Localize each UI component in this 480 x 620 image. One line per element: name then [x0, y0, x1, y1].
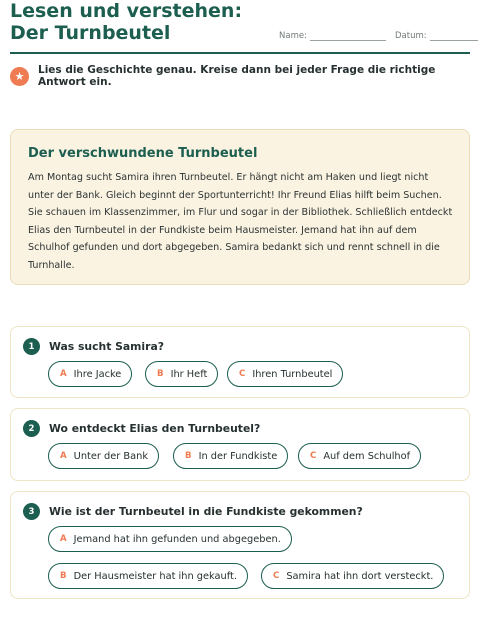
question-text: Wie ist der Turnbeutel in die Fundkiste gekommen? — [49, 505, 363, 518]
option-letter: A — [60, 451, 67, 461]
question-text: Was sucht Samira? — [49, 340, 165, 353]
question-card-1 — [10, 326, 470, 398]
option-text: Ihren Turnbeutel — [252, 368, 333, 380]
question-header — [23, 338, 164, 355]
option-letter: C — [273, 571, 280, 581]
option-letter: C — [310, 451, 317, 461]
option-text: Ihre Jacke — [73, 368, 122, 380]
option-text: In der Fundkiste — [198, 450, 278, 462]
star-icon: ★ — [10, 67, 29, 86]
answer-option-2a[interactable] — [48, 443, 159, 469]
answer-option-2b[interactable] — [173, 443, 288, 469]
story-title: Der verschwundene Turnbeutel — [28, 146, 258, 161]
question-header — [23, 503, 363, 520]
option-text: Auf dem Schulhof — [323, 450, 411, 462]
option-letter: B — [60, 571, 67, 581]
option-letter: B — [185, 451, 192, 461]
instruction-text: Lies die Geschichte genau. Kreise dann bei jeder Frage die richtige Antwort ein. — [38, 64, 436, 88]
answer-option-2c[interactable] — [298, 443, 421, 469]
answer-option-3b[interactable] — [48, 563, 248, 589]
answer-option-3c[interactable] — [261, 563, 444, 589]
option-letter: A — [60, 534, 67, 544]
name-line[interactable] — [310, 32, 386, 41]
option-text: Jemand hat ihn gefunden und abgegeben. — [73, 533, 281, 545]
answer-option-3a[interactable] — [48, 526, 292, 552]
option-letter: C — [239, 369, 246, 379]
question-text: Wo entdeckt Elias den Turnbeutel? — [49, 422, 261, 435]
date-field[interactable] — [395, 31, 478, 41]
answer-option-1c[interactable] — [227, 361, 343, 387]
option-text: Der Hausmeister hat ihn gekauft. — [73, 570, 237, 582]
question-number: 2 — [23, 420, 40, 437]
option-text: Ihr Heft — [170, 368, 208, 380]
story-box — [10, 129, 470, 285]
name-field[interactable] — [279, 31, 386, 41]
option-text: Samira hat ihn dort versteckt. — [286, 570, 434, 582]
option-letter: A — [60, 369, 67, 379]
question-number: 1 — [23, 338, 40, 355]
date-label: Datum: — [395, 31, 427, 41]
worksheet-header — [10, 0, 470, 54]
name-label: Name: — [279, 31, 307, 41]
option-letter: B — [157, 369, 164, 379]
answer-option-1a[interactable] — [48, 361, 132, 387]
worksheet-title: Lesen und verstehen: Der Turnbeutel — [10, 0, 243, 44]
instruction — [10, 64, 470, 88]
option-text: Unter der Bank — [73, 450, 149, 462]
question-header — [23, 420, 260, 437]
date-line[interactable] — [430, 32, 478, 41]
answer-option-1b[interactable] — [145, 361, 218, 387]
question-card-3 — [10, 491, 470, 599]
story-text: Am Montag sucht Samira ihren Turnbeutel. Er hängt nicht am Haken und liegt nicht unter der Bank. Gleich beginnt der Sportunterricht! Ihr Freund Elias hilft beim Suchen. Sie schauen im Klassenzimmer, im Flur und sogar in der Bibliothek. Schließlich entdeckt Elias den Turnbeutel in der Fundkiste beim Hausmeister. Jemand hat ihn auf dem Schulhof gefunden und dort abgegeben. Samira bedankt sich und rennt schnell in die Turnhalle. — [28, 172, 453, 271]
question-card-2 — [10, 408, 470, 481]
question-number: 3 — [23, 503, 40, 520]
